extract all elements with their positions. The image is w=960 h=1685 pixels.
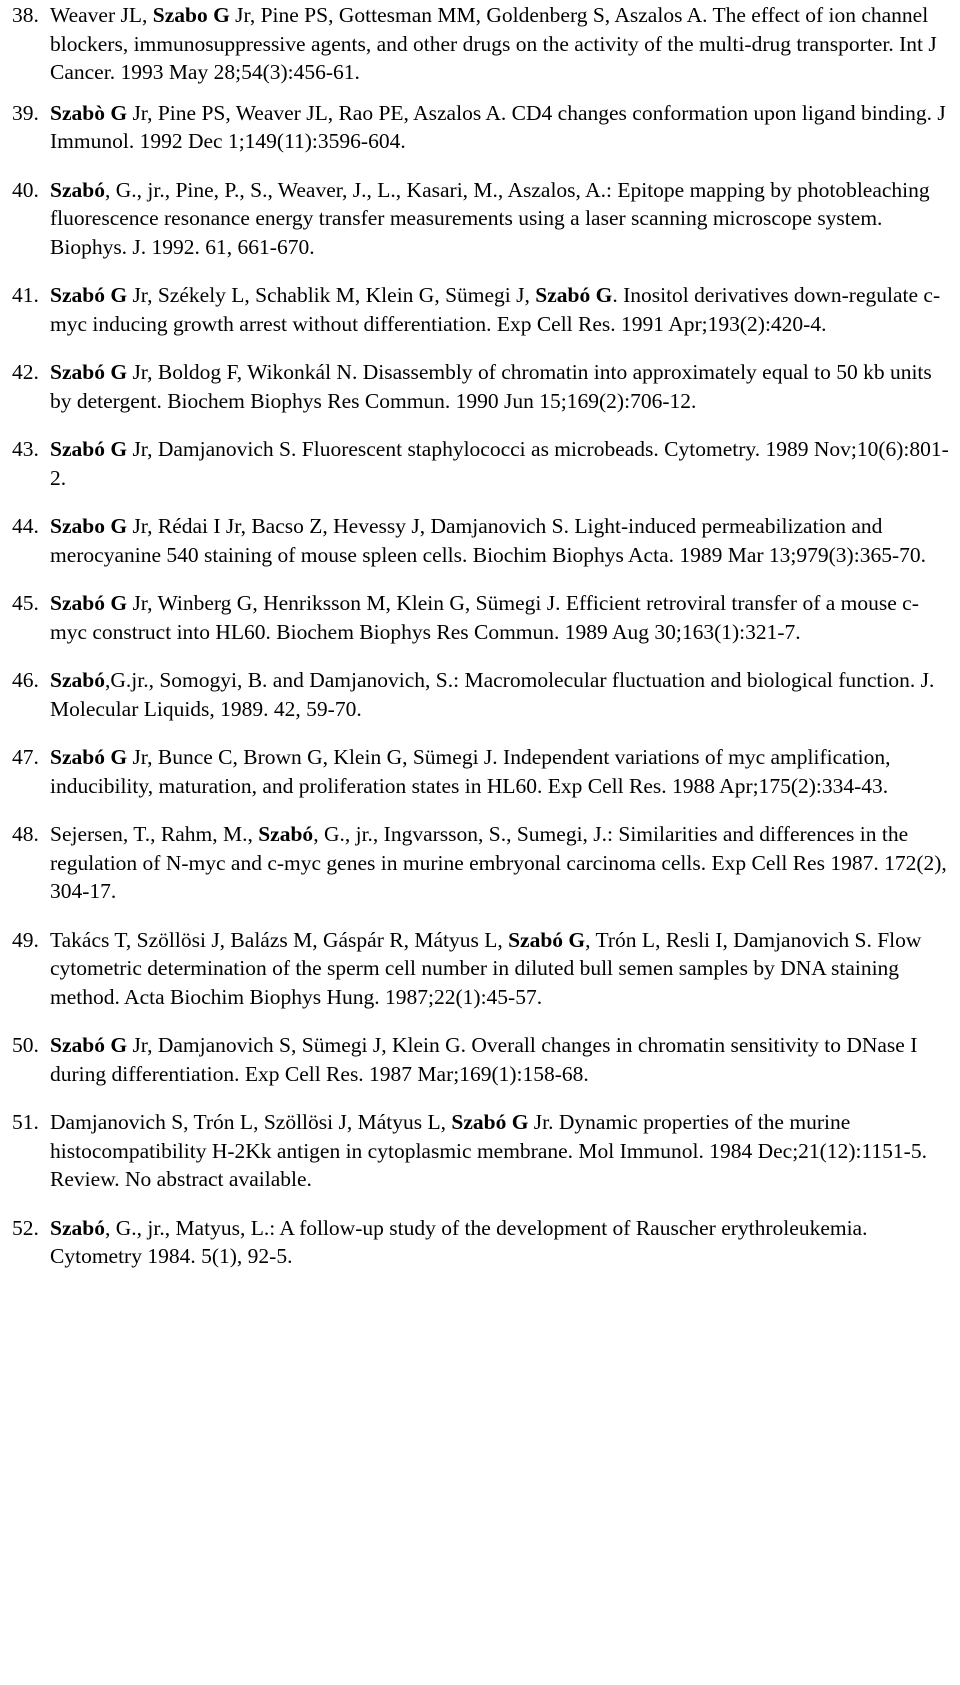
reference-item — [12, 666, 952, 723]
reference-list — [12, 1, 952, 1291]
reference-text — [50, 1033, 917, 1086]
author-highlight: Szabó G — [50, 360, 128, 384]
author-highlight: Szabó G — [451, 1110, 529, 1134]
citation-text: , Trón L, Resli I, Damjanovich S. Flow cytometric determination of the sperm cell number in diluted bull semen samples by DNA staining method. Acta Biochim Biophys Hung. 1987;22(1):45-57. — [50, 927, 922, 1009]
citation-text: Jr, Pine PS, Gottesman MM, Goldenberg S, Aszalos A. The effect of ion channel blockers, immunosuppressive agents, and other drugs on the activity of the multi-drug transporter. Int J Cancer. 1993 May 28;54(3):456-61. — [50, 3, 937, 84]
author-highlight: Szabó — [258, 822, 314, 846]
reference-text — [50, 668, 934, 721]
author-highlight: Szabó — [50, 668, 105, 692]
reference-text — [50, 822, 947, 903]
citation-text: Jr, Damjanovich S, Sümegi J, Klein G. Overall changes in chromatin sensitivity to DNase I during differentiation. Exp Cell Res. 1987 Mar;169(1):158-68. — [50, 1033, 918, 1086]
reference-item — [12, 281, 952, 338]
author-highlight: Szabó — [50, 177, 105, 202]
reference-item — [12, 1214, 952, 1271]
citation-text: Jr, Székely L, Schablik M, Klein G, Sümegi J, — [127, 283, 536, 307]
reference-number: 51. — [12, 1110, 39, 1134]
reference-text — [50, 437, 949, 490]
author-highlight: Szabó — [50, 1215, 105, 1240]
citation-text: Jr, Rédai I Jr, Bacso Z, Hevessy J, Damjanovich S. Light-induced permeabilization and merocyanine 540 staining of mouse spleen cells. Biochim Biophys Acta. 1989 Mar 13;979(3):365-70. — [50, 514, 926, 567]
reference-text — [50, 1216, 867, 1269]
reference-text — [50, 591, 919, 644]
citation-text: Damjanovich S, Trón L, Szöllösi J, Mátyus L, — [50, 1110, 452, 1134]
citation-text: , G., jr., Ingvarsson, S., Sumegi, J.: Similarities and differences in the regulation of N-myc and c-myc genes in murine embryonal carcinoma cells. Exp Cell Res 1987. 172(2), 304-17. — [50, 822, 947, 903]
reference-text — [50, 178, 930, 259]
citation-text: Sejersen, T., Rahm, M., — [50, 822, 259, 846]
author-highlight: Szabó G — [50, 591, 128, 615]
citation-text: Takács T, Szöllösi J, Balázs M, Gáspár R, Mátyus L, — [50, 927, 509, 952]
reference-item — [12, 1108, 952, 1194]
author-highlight: Szabó G — [50, 745, 128, 769]
reference-item — [12, 743, 952, 800]
reference-text — [50, 745, 891, 798]
reference-item — [12, 926, 952, 1012]
reference-number: 38. — [12, 3, 39, 27]
reference-text — [50, 3, 937, 84]
reference-number: 39. — [12, 100, 39, 125]
reference-text — [50, 514, 926, 567]
reference-text — [50, 360, 932, 413]
author-highlight: Szabó G — [508, 927, 586, 952]
author-highlight: Szabo G — [50, 514, 128, 538]
author-highlight: Szabò G — [50, 100, 128, 125]
reference-text — [50, 283, 940, 336]
reference-item — [12, 589, 952, 646]
reference-number: 47. — [12, 745, 39, 769]
reference-number: 46. — [12, 668, 39, 692]
reference-item — [12, 176, 952, 262]
author-highlight: Szabó G — [50, 1033, 128, 1057]
reference-item — [12, 435, 952, 492]
reference-text — [50, 101, 946, 154]
author-highlight: Szabo G — [152, 3, 230, 27]
reference-item — [12, 358, 952, 415]
citation-text: ,G.jr., Somogyi, B. and Damjanovich, S.: Macromolecular fluctuation and biological function. J. Molecular Liquids, 1989. 42, 59-70. — [50, 668, 935, 721]
citation-text: , G., jr., Matyus, L.: A follow-up study of the development of Rauscher erythroleukemia. Cytometry 1984. 5(1), 92-5. — [50, 1215, 868, 1268]
reference-item — [12, 512, 952, 569]
reference-number: 41. — [12, 283, 39, 307]
citation-text: Jr. Dynamic properties of the murine histocompatibility H-2Kk antigen in cytoplasmic membrane. Mol Immunol. 1984 Dec;21(12):1151-5. Review. No abstract available. — [50, 1110, 927, 1191]
citation-text: Jr, Winberg G, Henriksson M, Klein G, Sümegi J. Efficient retroviral transfer of a mouse c-myc construct into HL60. Biochem Biophys Res Commun. 1989 Aug 30;163(1):321-7. — [50, 591, 919, 644]
author-highlight: Szabó G — [535, 283, 613, 307]
reference-text — [50, 1110, 927, 1191]
reference-text — [50, 928, 921, 1009]
citation-text: Jr, Damjanovich S. Fluorescent staphylococci as microbeads. Cytometry. 1989 Nov;10(6):801-2. — [50, 437, 949, 490]
author-highlight: Szabó G — [50, 437, 128, 461]
citation-text: Jr, Bunce C, Brown G, Klein G, Sümegi J. Independent variations of myc amplification, inducibility, maturation, and proliferation states in HL60. Exp Cell Res. 1988 Apr;175(2):334-43. — [50, 745, 891, 798]
reference-number: 52. — [12, 1215, 39, 1240]
reference-number: 43. — [12, 437, 39, 461]
reference-number: 50. — [12, 1033, 39, 1057]
citation-text: Jr, Pine PS, Weaver JL, Rao PE, Aszalos A. CD4 changes conformation upon ligand binding. J Immunol. 1992 Dec 1;149(11):3596-604. — [50, 100, 946, 153]
reference-item — [12, 1, 952, 87]
reference-number: 49. — [12, 927, 39, 952]
citation-text: Jr, Boldog F, Wikonkál N. Disassembly of chromatin into approximately equal to 50 kb units by detergent. Biochem Biophys Res Commun. 1990 Jun 15;169(2):706-12. — [50, 360, 932, 413]
citation-text: Weaver JL, — [50, 3, 153, 27]
reference-item — [12, 1031, 952, 1088]
reference-item — [12, 99, 952, 156]
citation-text: . Inositol derivatives down-regulate c-myc inducing growth arrest without differentiation. Exp Cell Res. 1991 Apr;193(2):420-4. — [50, 283, 941, 336]
reference-number: 42. — [12, 360, 39, 384]
reference-number: 45. — [12, 591, 39, 615]
reference-number: 40. — [12, 177, 39, 202]
author-highlight: Szabó G — [50, 283, 128, 307]
reference-number: 48. — [12, 822, 39, 846]
reference-number: 44. — [12, 514, 39, 538]
citation-text: , G., jr., Pine, P., S., Weaver, J., L., Kasari, M., Aszalos, A.: Epitope mapping by photobleaching fluorescence resonance energy transfer measurements using a laser scanning microscope system. Biophys. J. 1992. 61, 661-670. — [50, 177, 930, 259]
reference-item — [12, 820, 952, 906]
